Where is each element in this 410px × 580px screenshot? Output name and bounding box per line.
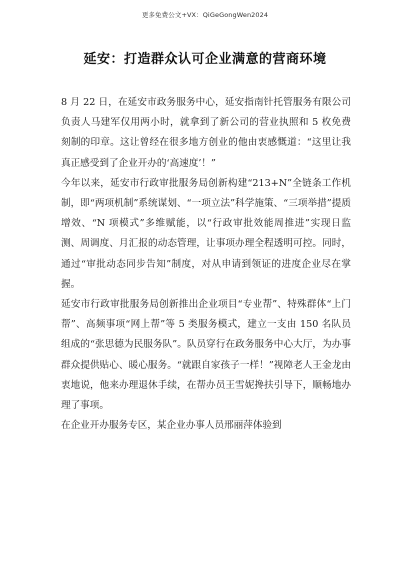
paragraph-1: 8 月 22 日，在延安市政务服务中心，延安指南针托管服务有限公司负责人马建军仅用两小时，就拿到了新公司的营业执照和 5 枚免费刻制的印章。这让曾经在很多地方创业的他由衷感慨道：“这里让我真正感受到了企业开办的‘高速度’！” bbox=[61, 97, 351, 169]
header-note: 更多免费公文+VX：QiGeGongWen2024 bbox=[141, 11, 269, 19]
document-body bbox=[61, 93, 351, 436]
paragraph-4: 在企业开办服务专区，某企业办事人员邢丽萍体验到 bbox=[61, 420, 282, 432]
paragraph-2: 今年以来，延安市行政审批服务局创新构建“213+N”全链条工作机制，即“两项机制”系统谋划、“一项立法”科学施策、“三项举措”提质增效、“N 项模式”多维赋能，以“行政审批效能周推进”实现日监测、周调度、月汇报的动态管理，让事项办理全程透明可控。同时，通过“审批动态同步告知”制度，对从申请到领证的进度企业尽在掌握。 bbox=[61, 177, 351, 290]
document-title: 延安：打造群众认可企业满意的营商环境 bbox=[83, 52, 327, 67]
paragraph-3: 延安市行政审批服务局创新推出企业项目“专业帮”、特殊群体“上门帮”、高频事项“网上帮”等 5 类服务模式，建立一支由 150 名队员组成的“张思德为民服务队”。队员穿行在政务服务中心大厅，为办事群众提供贴心、暖心服务。“就跟自家孩子一样！”视障老人王金龙由衷地说，他来办理退休手续，在帮办员王雪妮搀扶引导下，顺畅地办理了事项。 bbox=[61, 299, 351, 412]
